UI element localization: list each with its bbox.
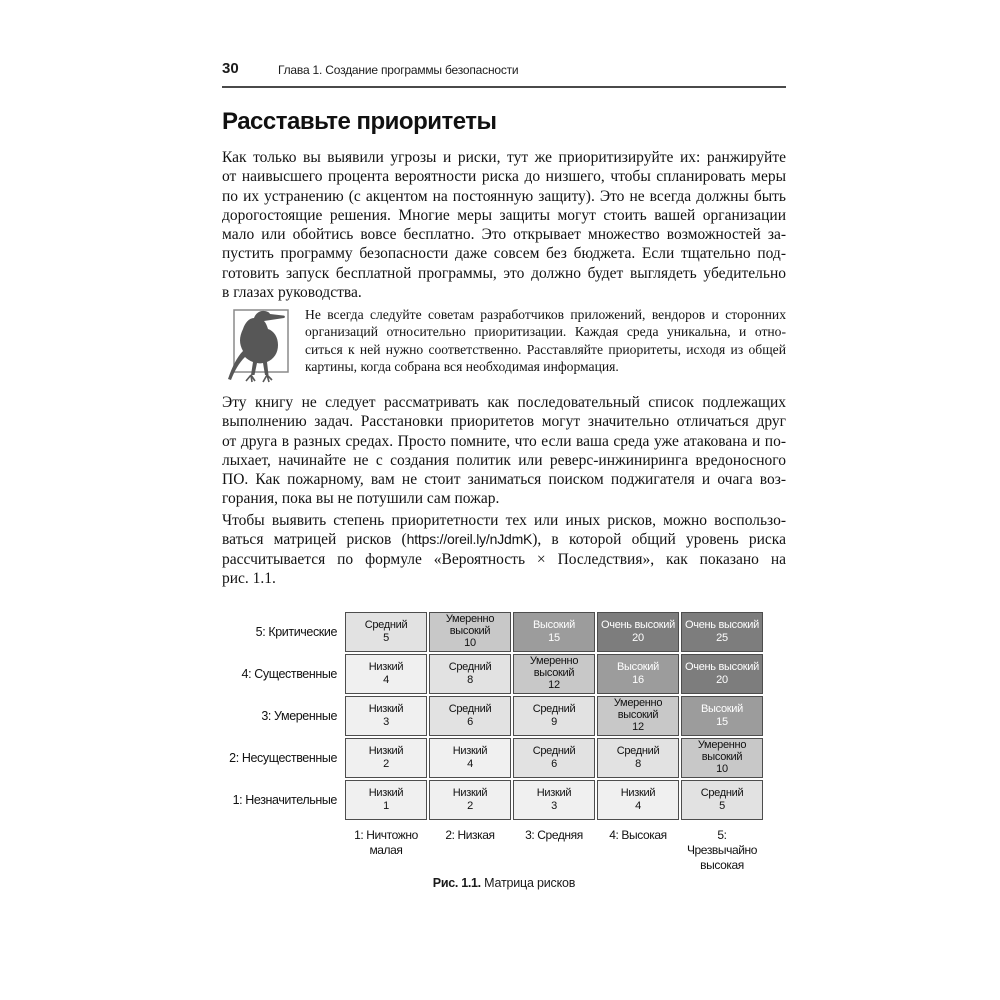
- text-line: в глазах руководства.: [222, 284, 362, 302]
- text-line: Не всегда следуйте советам разработчиков приложений, вендоров и сторонних: [305, 307, 786, 322]
- figure-caption-text: Матрица рисков: [480, 876, 576, 890]
- text-line: Эту книгу не следует рассматривать как последовательный список подлежащих: [222, 394, 786, 411]
- text-line: Чтобы выявить степень приоритетности тех или иных рисков, можно воспользо-: [222, 512, 786, 529]
- text-line: рассчитывается по формуле «Вероятность × Последствия», как показано на: [222, 550, 786, 568]
- paragraph-2: [222, 393, 786, 509]
- matrix-cell: Умеренно высокий 12: [513, 654, 595, 694]
- text-line: пустить программу безопасности даже совсем без бюджета. Если тщательно под-: [222, 245, 786, 263]
- text-line: лыхает, начинайте не с создания политик или реверс-инжиниринга вредоносного: [222, 451, 786, 469]
- matrix-cell: Умеренно высокий 10: [429, 612, 511, 652]
- matrix-cell: Высокий 15: [513, 612, 595, 652]
- text-line: по их устранению (с акцентом на постоянную защиту). Это не всегда должны быть: [222, 187, 786, 205]
- text-line: дорогостоящие решения. Многие меры защиты могут стоить вашей организации: [222, 206, 786, 224]
- text-line: мало или обойтись вовсе бесплатно. Это открывает множество возможностей за-: [222, 226, 786, 244]
- matrix-cell: Низкий 4: [345, 654, 427, 694]
- running-head: [222, 60, 786, 88]
- matrix-cell: Низкий 3: [513, 780, 595, 820]
- matrix-cell: Средний 5: [345, 612, 427, 652]
- link-url[interactable]: https://oreil.ly/nJdmK: [406, 531, 533, 548]
- matrix-cell: Низкий 4: [597, 780, 679, 820]
- chapter-title: Глава 1. Создание программы безопасности: [278, 63, 519, 77]
- matrix-col-label: 4: Высокая: [609, 828, 667, 842]
- figure-caption: [222, 876, 786, 890]
- matrix-col-label: 2: Низкая: [445, 828, 495, 842]
- text-line: рис. 1.1.: [222, 569, 276, 587]
- matrix-cell: Умеренно высокий 10: [681, 738, 763, 778]
- matrix-cell: Высокий 15: [681, 696, 763, 736]
- text-line: горания, пока вы не потушили сам пожар.: [222, 490, 500, 508]
- matrix-cell: Средний 5: [681, 780, 763, 820]
- matrix-cell: Средний 6: [429, 696, 511, 736]
- matrix-row-label: 3: Умеренные: [261, 709, 337, 723]
- note-block: [222, 306, 786, 375]
- section-heading: Расставьте приоритеты: [222, 108, 497, 135]
- matrix-cell: Средний 6: [513, 738, 595, 778]
- matrix-cell: Средний 8: [429, 654, 511, 694]
- risk-matrix: [222, 612, 763, 820]
- paragraph-3: [222, 511, 786, 588]
- text-line: ситься к ней нужно соответственно. Расставляйте приоритеты, исходя из общей: [305, 341, 786, 357]
- matrix-col-label-spacer: [222, 828, 343, 873]
- text-line: картины, когда собрана вся необходимая информация.: [305, 358, 619, 374]
- matrix-cell: Очень высокий 25: [681, 612, 763, 652]
- text-line: от друга в разных средах. Просто помните, что если ваша среда уже атакована и по-: [222, 432, 786, 450]
- text-line: готовить запуск бесплатной программы, это должно будет выглядеть убедительно: [222, 264, 786, 282]
- note-text: [305, 306, 786, 375]
- text-line: от наивысшего процента вероятности риска до низшего, чтобы спланировать меры: [222, 168, 786, 186]
- text-line: ваться матрицей рисков (https://oreil.ly/nJdmK), в которой общий уровень риска: [222, 531, 786, 549]
- figure-caption-label: Рис. 1.1.: [432, 876, 481, 890]
- paragraph-1: [222, 148, 786, 302]
- matrix-row-label: 1: Незначительные: [232, 793, 337, 807]
- matrix-cell: Очень высокий 20: [681, 654, 763, 694]
- matrix-cell: Средний 9: [513, 696, 595, 736]
- matrix-cell: Низкий 4: [429, 738, 511, 778]
- text-line: выполнению задач. Расстановки приоритетов могут значительно отличаться друг: [222, 413, 786, 431]
- matrix-row-label: 5: Критические: [255, 625, 337, 639]
- matrix-cell: Низкий 1: [345, 780, 427, 820]
- matrix-col-label: 5: Чрезвычайно высокая: [686, 828, 758, 872]
- matrix-row-label: 4: Существенные: [241, 667, 337, 681]
- matrix-col-label: 1: Ничтожно малая: [354, 828, 418, 857]
- matrix-cell: Высокий 16: [597, 654, 679, 694]
- matrix-col-labels: [222, 828, 763, 873]
- matrix-cell: Низкий 2: [429, 780, 511, 820]
- crow-icon: [222, 308, 292, 384]
- matrix-cell: Средний 8: [597, 738, 679, 778]
- matrix-row-label: 2: Несущественные: [229, 751, 337, 765]
- text-line: организаций относительно приоритизации. Каждая среда уникальна, и отно-: [305, 324, 786, 340]
- text-line: ПО. Как пожарному, вам не стоит заниматься поиском поджигателя и очага воз-: [222, 471, 786, 489]
- matrix-cell: Умеренно высокий 12: [597, 696, 679, 736]
- matrix-col-label: 3: Средняя: [525, 828, 583, 842]
- matrix-cell: Низкий 2: [345, 738, 427, 778]
- text-line: Как только вы выявили угрозы и риски, тут же приоритизируйте их: ранжируйте: [222, 149, 786, 166]
- matrix-cell: Низкий 3: [345, 696, 427, 736]
- matrix-cell: Очень высокий 20: [597, 612, 679, 652]
- page-number: 30: [222, 60, 239, 77]
